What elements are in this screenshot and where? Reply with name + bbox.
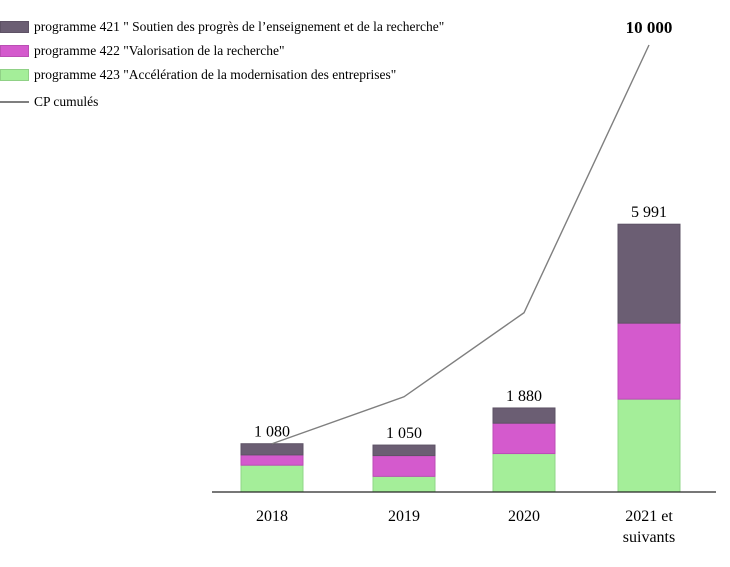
bar-segment-series2-cat2 — [373, 456, 435, 477]
bar-segment-series2-cat4 — [618, 323, 680, 399]
legend-item-programme-421 — [0, 15, 444, 39]
bar-segment-series3-cat3 — [493, 408, 555, 423]
x-tick-label: 2020 — [508, 508, 540, 525]
legend-swatch-programme-421-icon — [0, 21, 29, 33]
legend-label-cp-cumules: CP cumulés — [34, 94, 99, 110]
legend-label-programme-421: programme 421 " Soutien des progrès de l’enseignement et de la recherche" — [34, 19, 445, 35]
bar-segment-series1-cat3 — [493, 454, 555, 492]
legend-item-cp-cumules — [0, 90, 444, 114]
bar-total-label: 1 050 — [386, 425, 422, 443]
legend-label-programme-422: programme 422 "Valorisation de la recherche" — [34, 43, 285, 59]
legend — [0, 15, 444, 114]
bar-segment-series1-cat4 — [618, 399, 680, 492]
bar-segment-series3-cat1 — [241, 444, 303, 455]
legend-swatch-programme-423-icon — [0, 69, 29, 81]
x-tick-label: suivants — [622, 529, 676, 546]
bar-segment-series2-cat1 — [241, 455, 303, 465]
legend-label-programme-423: programme 423 "Accélération de la modernisation des entreprises" — [34, 67, 397, 83]
bar-total-label: 5 991 — [631, 204, 667, 222]
bar-segment-series2-cat3 — [493, 423, 555, 453]
legend-swatch-programme-422-icon — [0, 45, 29, 57]
x-tick-label: 2018 — [256, 508, 288, 525]
x-tick-label: 2019 — [388, 508, 420, 525]
bar-segment-series1-cat1 — [241, 465, 303, 492]
legend-item-programme-422 — [0, 39, 444, 63]
bar-segment-series3-cat2 — [373, 445, 435, 456]
line-end-label: 10 000 — [625, 18, 673, 37]
bar-total-label: 1 080 — [254, 423, 290, 441]
legend-line-swatch-icon — [0, 101, 29, 103]
x-tick-label: 2021 et — [625, 508, 673, 525]
bar-total-label: 1 880 — [506, 387, 542, 405]
bar-segment-series3-cat4 — [618, 224, 680, 323]
bar-segment-series1-cat2 — [373, 476, 435, 492]
legend-item-programme-423 — [0, 63, 444, 87]
